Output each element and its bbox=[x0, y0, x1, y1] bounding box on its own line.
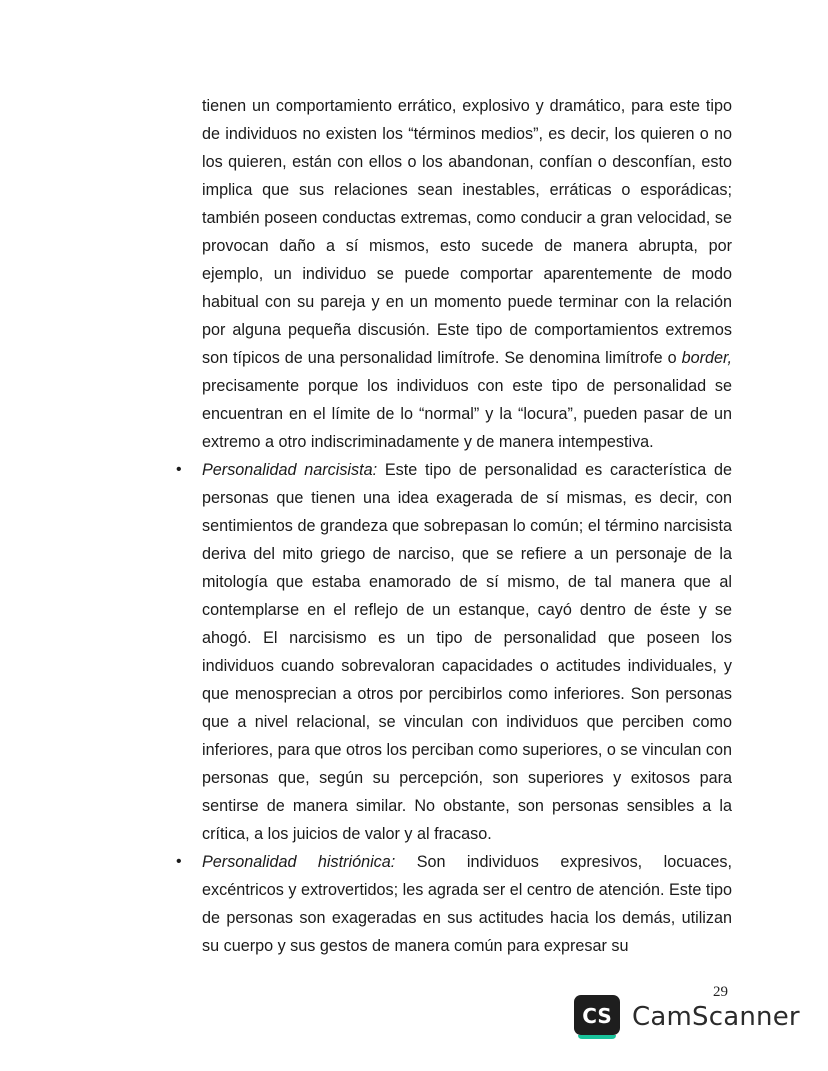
continuation-paragraph bbox=[202, 92, 732, 456]
continuation-text: tienen un comportamiento errático, explosivo y dramático, para este tipo de individuos no existen los “términos medios”, es decir, los quieren o no los quieren, están con ellos o los abandonan, confían o desconfían, esto implica que sus relaciones sean inestables, erráticas o esporádicas; también poseen conductas extremas, como conducir a gran velocidad, se provocan daño a sí mismos, esto sucede de manera abrupta, por ejemplo, un individuo se puede comportar aparentemente de modo habitual con su pareja y en un momento puede terminar con la relación por alguna pequeña discusión. Este tipo de comportamientos extremos son típicos de una personalidad limítrofe. Se denomina limítrofe o bbox=[202, 97, 732, 367]
camscanner-wordmark: CamScanner bbox=[632, 1002, 800, 1032]
bullet-dot-icon: • bbox=[176, 461, 182, 478]
page-number: 29 bbox=[713, 984, 728, 1000]
bullet-term: Personalidad histriónica: bbox=[202, 853, 396, 871]
bullet-narcisista bbox=[176, 456, 732, 848]
bullet-term: Personalidad narcisista: bbox=[202, 461, 378, 479]
camscanner-watermark bbox=[574, 994, 800, 1040]
body-text bbox=[176, 92, 732, 960]
camscanner-logo-icon bbox=[574, 995, 620, 1039]
continuation-tail: precisamente porque los individuos con este tipo de personalidad se encuentran en el límite de lo “normal” y la “locura”, pueden pasar de un extremo a otro indiscriminadamente y de manera intempestiva. bbox=[202, 377, 732, 451]
logo-text: CS bbox=[582, 1004, 612, 1028]
border-emphasis: border, bbox=[681, 349, 732, 367]
bullet-text: Son individuos expresivos, locuaces, excéntricos y extrovertidos; les agrada ser el centro de atención. Este tipo de personas son exageradas en sus actitudes hacia los demás, utilizan su cuerpo y sus gestos de manera común para expresar su bbox=[202, 853, 732, 955]
bullet-histrionica bbox=[176, 848, 732, 960]
bullet-dot-icon: • bbox=[176, 853, 182, 870]
bullet-text: Este tipo de personalidad es característica de personas que tienen una idea exagerada de sí mismas, es decir, con sentimientos de grandeza que sobrepasan lo común; el término narcisista deriva del mito griego de narciso, que se refiere a un personaje de la mitología que estaba enamorado de sí mismo, de tal manera que al contemplarse en el reflejo de un estanque, cayó dentro de éste y se ahogó. El narcisismo es un tipo de personalidad que poseen los individuos cuando sobrevaloran capacidades o actitudes individuales, y que menosprecian a otros por percibirlos como inferiores. Son personas que a nivel relacional, se vinculan con individuos que perciben como inferiores, para que otros los perciban como superiores, o se vinculan con personas que, según su percepción, son superiores y exitosos para sentirse de manera similar. No obstante, son personas sensibles a la crítica, a los juicios de valor y al fracaso. bbox=[202, 461, 732, 843]
